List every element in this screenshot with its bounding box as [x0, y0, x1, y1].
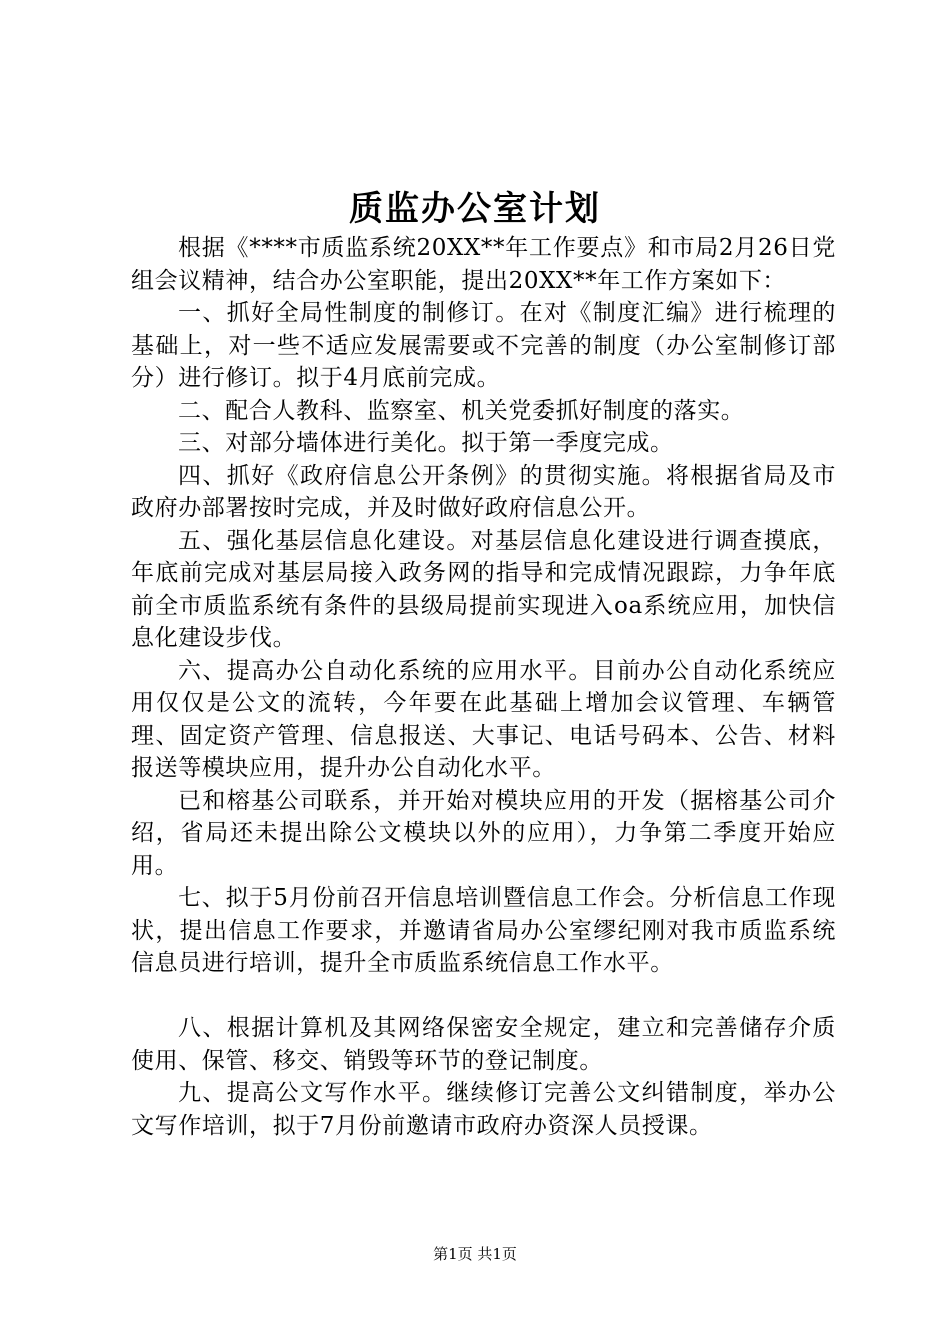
item-7-paragraph: 七、拟于5月份前召开信息培训暨信息工作会。分析信息工作现状，提出信息工作要求，并邀请省局办公室缪纪刚对我市质监系统信息员进行培训，提升全市质监系统信息工作水平。	[131, 885, 836, 976]
item-3-paragraph: 三、对部分墙体进行美化。拟于第一季度完成。	[178, 430, 674, 456]
item-8-paragraph: 八、根据计算机及其网络保密安全规定，建立和完善储存介质使用、保管、移交、销毁等环节的登记制度。	[131, 1015, 836, 1074]
item-4-paragraph: 四、抓好《政府信息公开条例》的贯彻实施。将根据省局及市政府办部署按时完成，并及时做好政府信息公开。	[131, 462, 836, 521]
item-2-paragraph: 二、配合人教科、监察室、机关党委抓好制度的落实。	[178, 397, 745, 424]
item-5-paragraph: 五、强化基层信息化建设。对基层信息化建设进行调查摸底，年底前完成对基层局接入政务网的指导和完成情况跟踪，力争年底前全市质监系统有条件的县级局提前实现进入oa系统应用，加快信息化建设步伐。	[131, 527, 836, 651]
intro-paragraph: 根据《****市质监系统20XX**年工作要点》和市局2月26日党组会议精神，结合办公室职能，提出20XX**年工作方案如下：	[131, 235, 836, 294]
page-title: 质监办公室计划	[349, 189, 601, 229]
page-number-footer: 第1页 共1页	[433, 1245, 517, 1263]
item-6-followup-paragraph: 已和榕基公司联系，并开始对模块应用的开发（据榕基公司介绍，省局还未提出除公文模块以外的应用），力争第二季度开始应用。	[131, 787, 836, 879]
document-body	[131, 232, 836, 1142]
item-1-paragraph: 一、抓好全局性制度的制修订。在对《制度汇编》进行梳理的基础上，对一些不适应发展需要或不完善的制度（办公室制修订部分）进行修订。拟于4月底前完成。	[131, 300, 836, 391]
item-6-paragraph: 六、提高办公自动化系统的应用水平。目前办公自动化系统应用仅仅是公文的流转，今年要在此基础上增加会议管理、车辆管理、固定资产管理、信息报送、大事记、电话号码本、公告、材料报送等模块应用，提升办公自动化水平。	[131, 657, 836, 781]
item-9-paragraph: 九、提高公文写作水平。继续修订完善公文纠错制度，举办公文写作培训，拟于7月份前邀请市政府办资深人员授课。	[131, 1080, 836, 1139]
